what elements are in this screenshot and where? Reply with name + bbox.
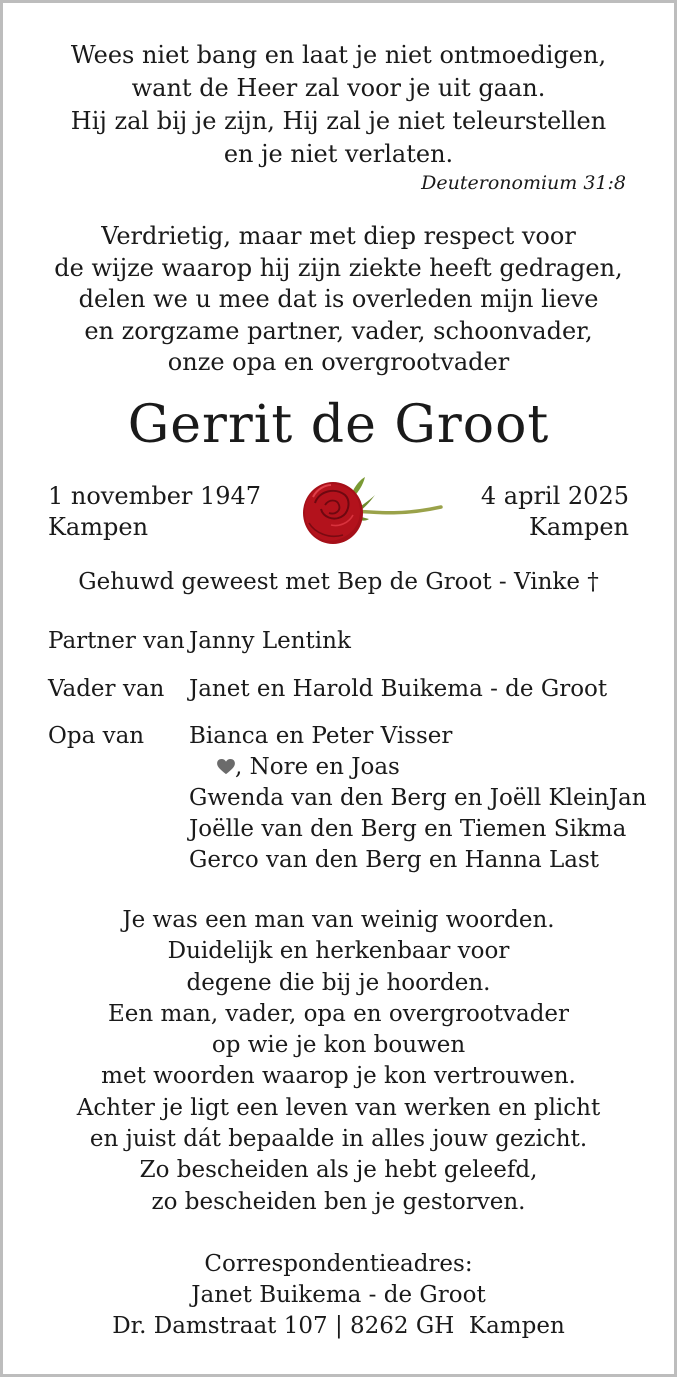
heart-icon — [217, 759, 235, 775]
married-line: Gehuwd geweest met Bep de Groot - Vinke † — [78, 569, 599, 595]
verse-line: want de Heer zal voor je uit gaan. — [131, 74, 546, 102]
poem — [3, 905, 674, 1218]
relation-label: Partner van — [48, 628, 185, 654]
verse-line: Hij zal bij je zijn, Hij zal je niet teleurstellen — [70, 107, 607, 135]
verse-reference: Deuteronomium 31:8 — [421, 172, 626, 194]
announcement-line: delen we u mee dat is overleden mijn lieve — [78, 285, 599, 313]
poem-line: Zo bescheiden als je hebt geleefd, — [139, 1157, 538, 1184]
birth-place: Kampen — [48, 513, 149, 541]
bible-verse — [3, 39, 674, 194]
relation-value: Janny Lentink — [189, 628, 351, 654]
birth-date: 1 november 1947 — [48, 482, 262, 510]
grandchild-line — [189, 752, 647, 783]
deceased-name: Gerrit de Groot — [127, 395, 550, 455]
poem-line: degene die bij je hoorden. — [186, 969, 491, 996]
poem-line: Achter je ligt een leven van werken en plicht — [76, 1094, 601, 1121]
death-place: Kampen — [528, 513, 629, 541]
grandchild-line-text: , Nore en Joas — [235, 754, 400, 780]
announcement-line: en zorgzame partner, vader, schoonvader, — [84, 316, 593, 345]
announcement-line: de wijze waarop hij zijn ziekte heeft gedragen, — [54, 253, 623, 282]
correspondence-name: Janet Buikema - de Groot — [191, 1282, 486, 1308]
correspondence-address — [3, 1249, 674, 1342]
poem-line: met woorden waarop je kon vertrouwen. — [101, 1063, 576, 1090]
verse-line: en je niet verlaten. — [223, 140, 454, 168]
death-info — [481, 481, 629, 543]
relation-value: Janet en Harold Buikema - de Groot — [189, 676, 608, 702]
poem-line: Je was een man van weinig woorden. — [122, 907, 555, 933]
correspondence-heading: Correspondentieadres: — [204, 1251, 473, 1277]
poem-line: Een man, vader, opa en overgrootvader — [107, 1000, 570, 1027]
announcement-text — [3, 221, 674, 379]
announcement-line: Verdrietig, maar met diep respect voor — [101, 222, 576, 250]
poem-line: zo bescheiden ben je gestorven. — [151, 1188, 526, 1215]
grandchild-line: Gwenda van den Berg en Joëll KleinJan — [189, 785, 647, 811]
poem-line: Duidelijk en herkenbaar voor — [167, 938, 510, 965]
announcement-line: onze opa en overgrootvader — [167, 348, 510, 376]
relation-label: Opa van — [48, 723, 145, 749]
grandchildren-list — [189, 721, 647, 876]
death-date: 4 april 2025 — [480, 482, 629, 510]
correspondence-street: Dr. Damstraat 107 | 8262 GH Kampen — [112, 1313, 565, 1339]
poem-line: en juist dát bepaalde in alles jouw gezicht. — [89, 1126, 588, 1153]
grandchild-line: Gerco van den Berg en Hanna Last — [189, 847, 600, 873]
poem-line: op wie je kon bouwen — [211, 1032, 466, 1059]
birth-info — [48, 481, 261, 543]
rose-icon — [295, 473, 445, 553]
grandchild-line: Joëlle van den Berg en Tiemen Sikma — [189, 816, 627, 842]
verse-line: Wees niet bang en laat je niet ontmoedigen, — [70, 41, 607, 69]
grandchild-line: Bianca en Peter Visser — [189, 723, 453, 749]
relation-label: Vader van — [48, 676, 165, 702]
